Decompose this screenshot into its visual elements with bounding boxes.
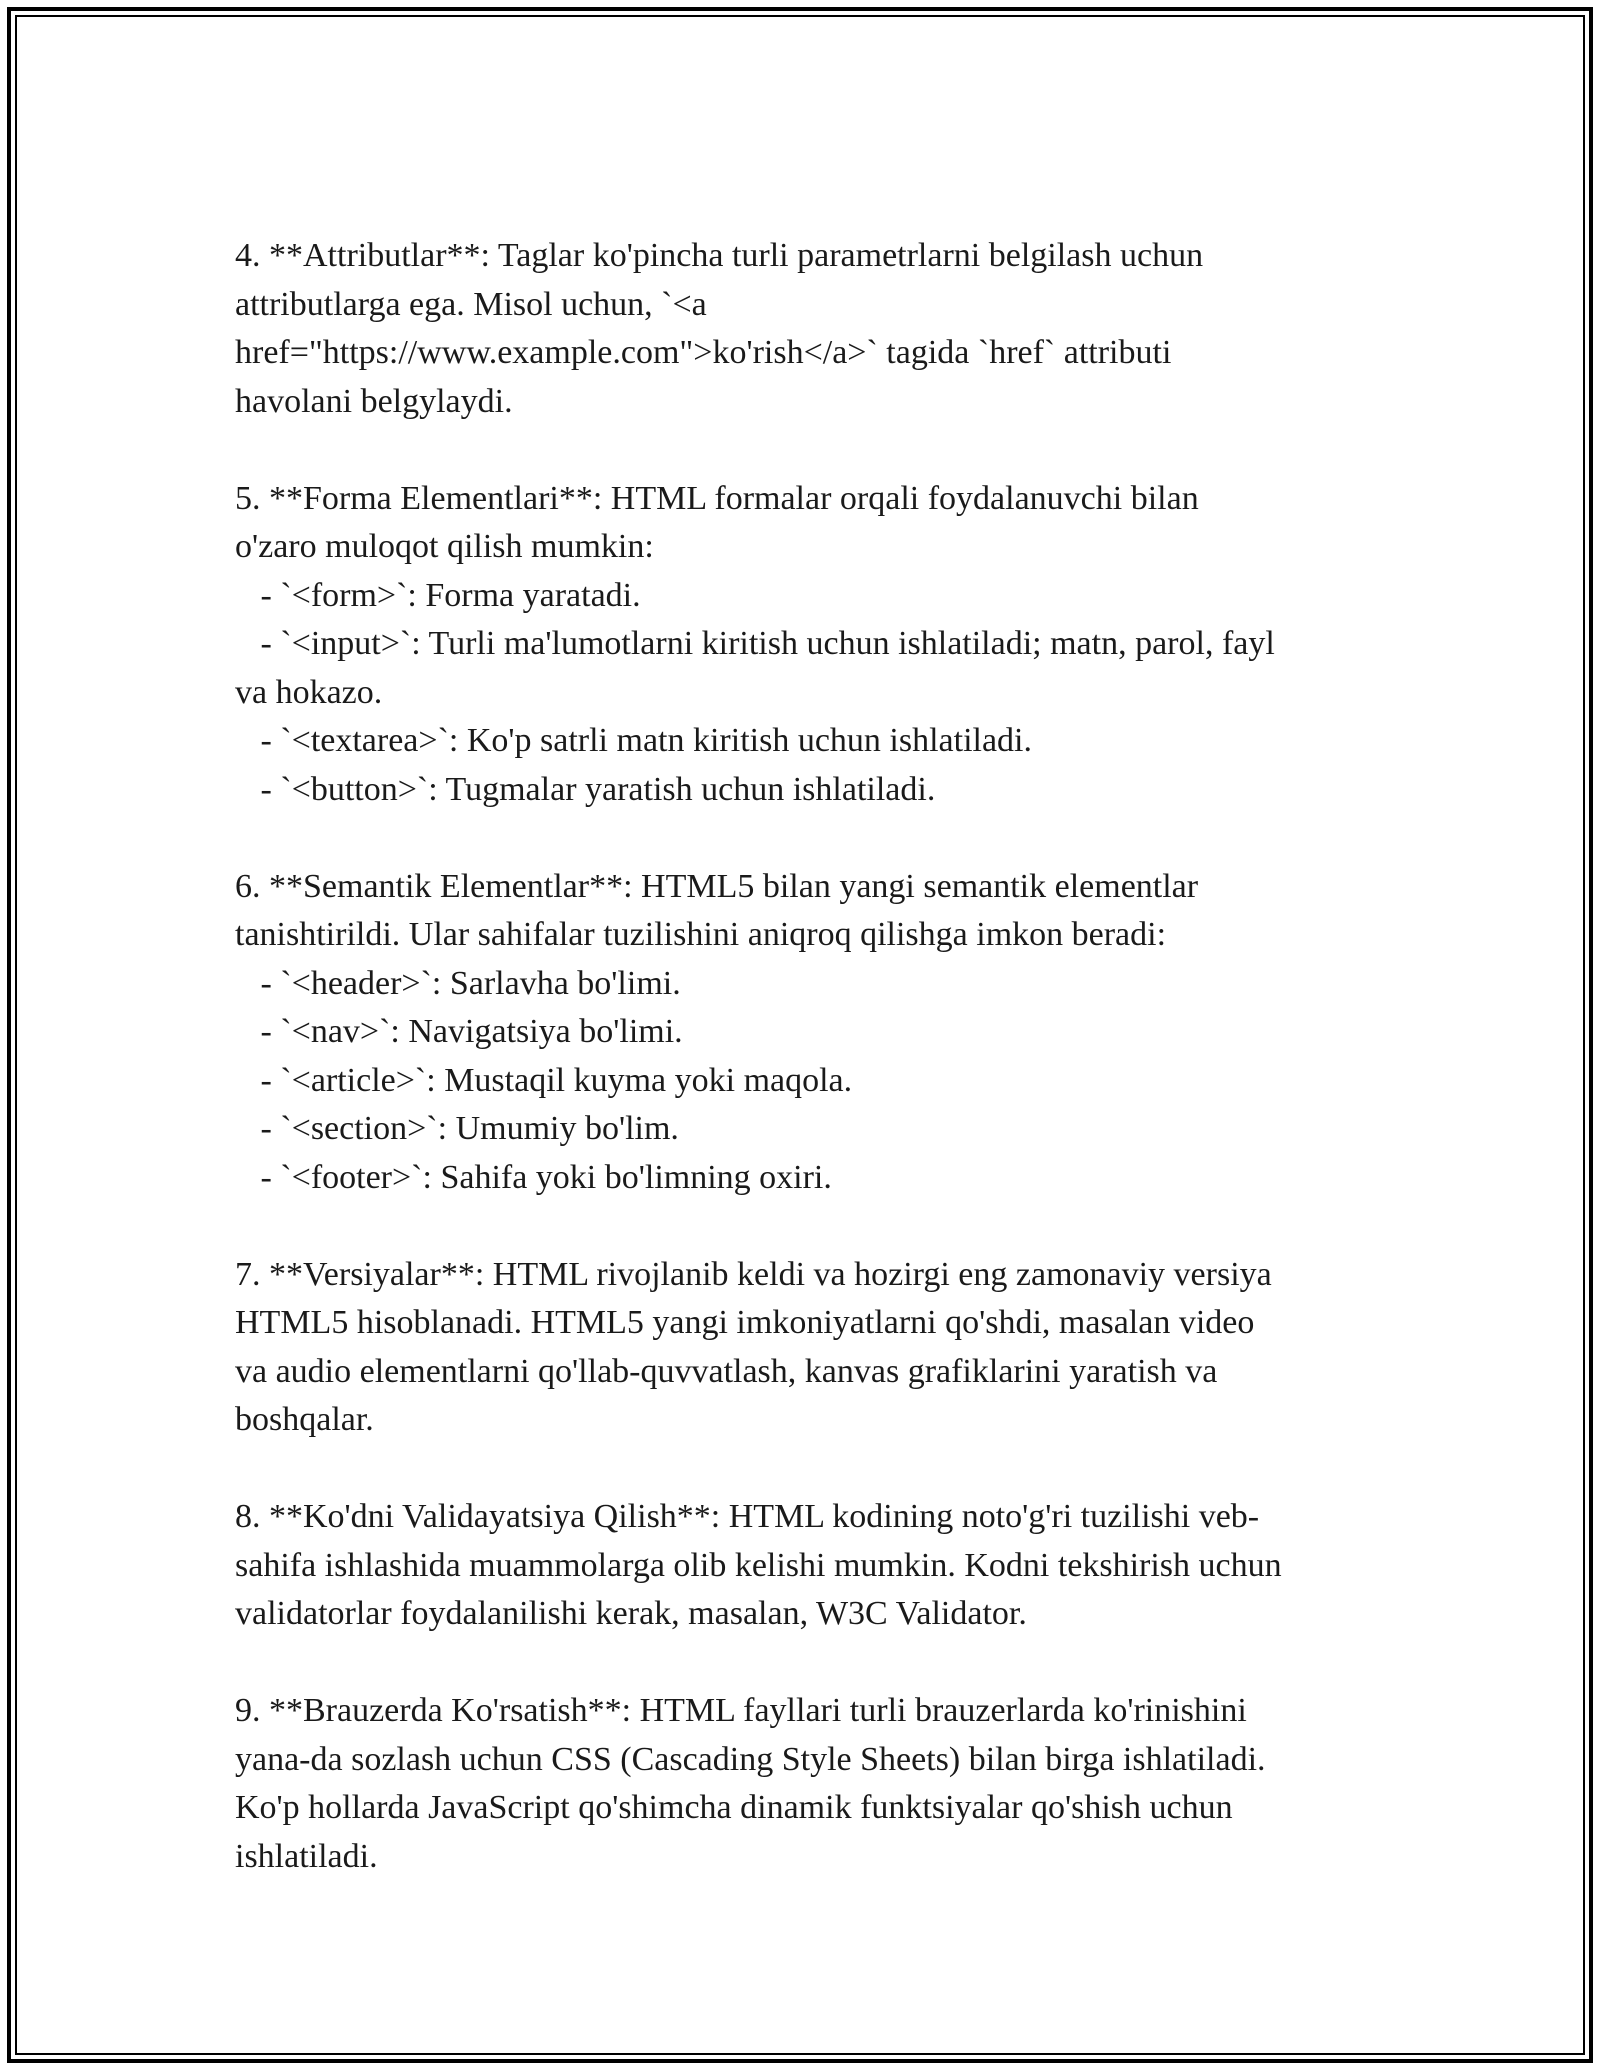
text-line: HTML5 hisoblanadi. HTML5 yangi imkoniyatlarni qo'shdi, masalan video [235, 1304, 1255, 1341]
text-line: 9. **Brauzerda Ko'rsatish**: HTML fayllari turli brauzerlarda ko'rinishini [235, 1692, 1247, 1729]
list-item: - `<button>`: Tugmalar yaratish uchun ishlatiladi. [235, 770, 936, 808]
text-line: 8. **Ko'dni Validayatsiya Qilish**: HTML kodining noto'g'ri tuzilishi veb- [235, 1498, 1260, 1535]
list-item: - `<footer>`: Sahifa yoki bo'limning oxiri. [235, 1158, 832, 1196]
list-item: - `<section>`: Umumiy bo'lim. [235, 1110, 679, 1147]
text-line: href="https://www.example.com">ko'rish</a>` tagida `href` attributi [235, 334, 1172, 371]
list-item: - `<form>`: Forma yaratadi. [235, 576, 641, 614]
text-line: o'zaro muloqot qilish mumkin: [235, 528, 654, 565]
text-line: attributlarga ega. Misol uchun, `<a [235, 285, 707, 323]
list-item: - `<header>`: Sarlavha bo'limi. [235, 964, 681, 1002]
text-line: va hokazo. [235, 673, 383, 711]
section-browser-display [235, 1687, 1385, 1881]
text-line: 7. **Versiyalar**: HTML rivojlanib keldi va hozirgi eng zamonaviy versiya [235, 1255, 1272, 1293]
list-item: - `<input>`: Turli ma'lumotlarni kiritish uchun ishlatiladi; matn, parol, fayl [235, 625, 1275, 662]
section-versions [235, 1251, 1385, 1445]
text-line: 6. **Semantik Elementlar**: HTML5 bilan yangi semantik elementlar [235, 867, 1199, 905]
text-line: va audio elementlarni qo'llab-quvvatlash, kanvas grafiklarini yaratish va [235, 1352, 1218, 1390]
list-item: - `<nav>`: Navigatsiya bo'limi. [235, 1013, 683, 1050]
text-line: yana-da sozlash uchun CSS (Cascading Style Sheets) bilan birga ishlatiladi. [235, 1740, 1266, 1778]
text-line: tanishtirildi. Ular sahifalar tuzilishini aniqroq qilishga imkon beradi: [235, 916, 1167, 953]
section-form-elements [235, 475, 1385, 815]
section-attributes [235, 232, 1385, 426]
list-item: - `<textarea>`: Ko'p satrli matn kiritish uchun ishlatiladi. [235, 722, 1033, 759]
section-semantic-elements [235, 863, 1385, 1203]
document-body [235, 232, 1385, 1930]
text-line: validatorlar foydalanilishi kerak, masalan, W3C Validator. [235, 1595, 1027, 1632]
section-validation [235, 1493, 1385, 1639]
text-line: havolani belgylaydi. [235, 382, 513, 420]
text-line: sahifa ishlashida muammolarga olib kelishi mumkin. Kodni tekshirish uchun [235, 1546, 1282, 1584]
text-line: Ko'p hollarda JavaScript qo'shimcha dinamik funktsiyalar qo'shish uchun [235, 1789, 1233, 1826]
text-line: 5. **Forma Elementlari**: HTML formalar orqali foydalanuvchi bilan [235, 479, 1199, 517]
text-line: boshqalar. [235, 1401, 374, 1438]
text-line: ishlatiladi. [235, 1837, 378, 1875]
list-item: - `<article>`: Mustaqil kuyma yoki maqola. [235, 1061, 853, 1099]
text-line: 4. **Attributlar**: Taglar ko'pincha turli parametrlarni belgilash uchun [235, 237, 1204, 274]
